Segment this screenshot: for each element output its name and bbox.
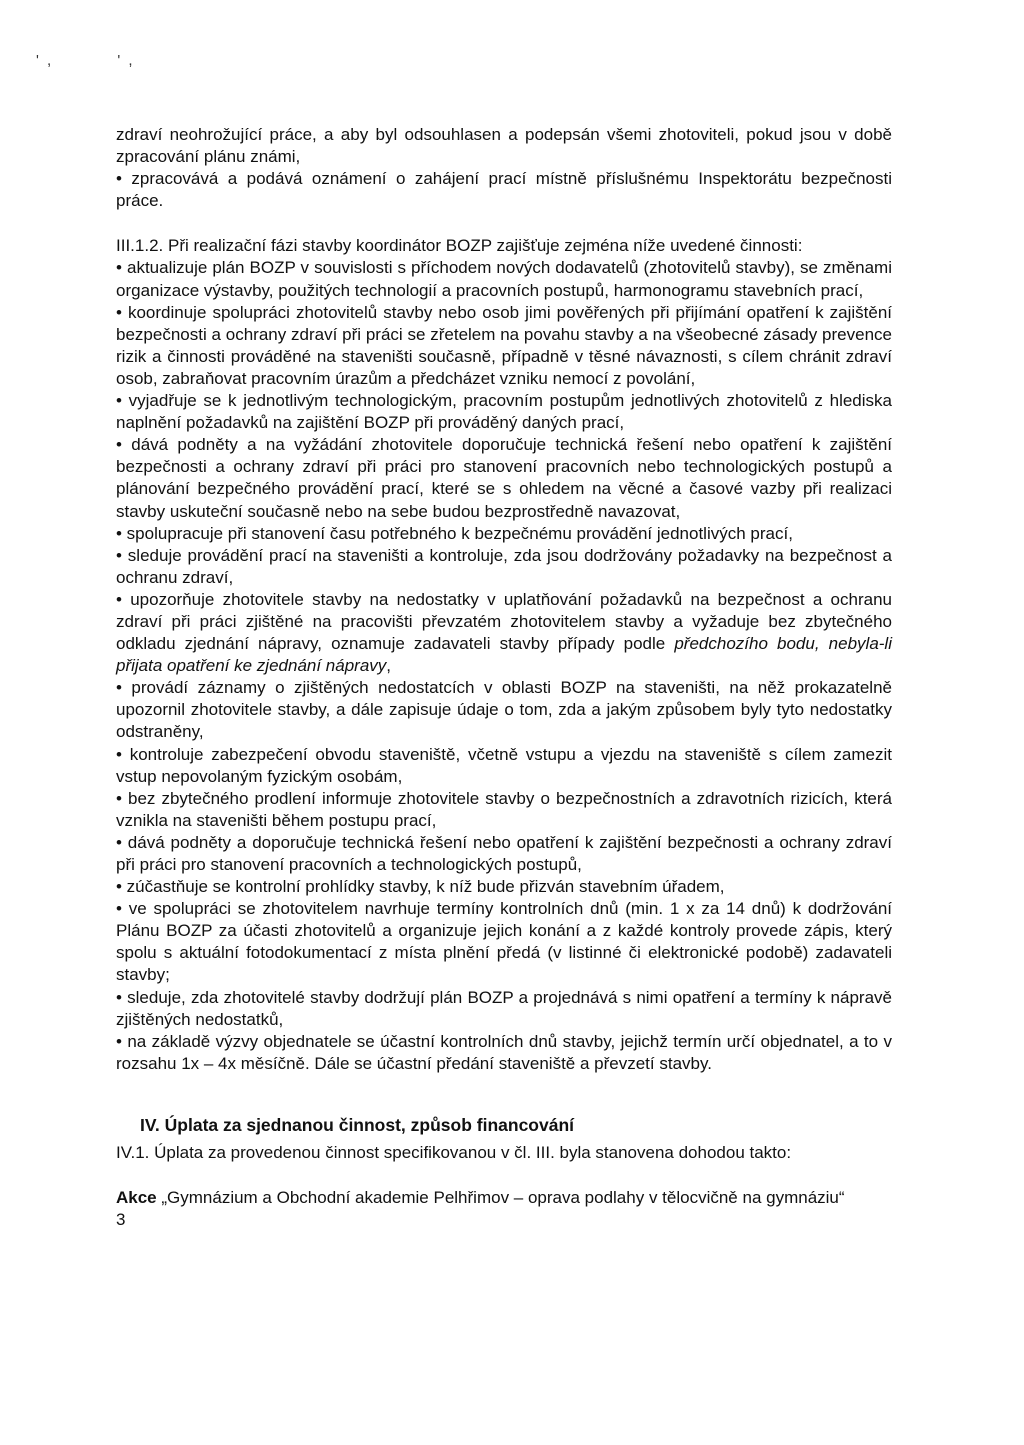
section-number: III.1.2. — [116, 236, 164, 256]
bullet-item: • aktualizuje plán BOZP v souvislosti s příchodem nových dodavatelů (zhotovitelů stavby), se změnami organizace výstavby, použitých technologií a pracovních postupů, harmonogramu stavebních prací, — [116, 258, 892, 300]
section-3-1-2 — [116, 235, 892, 257]
akce-text: „Gymnázium a Obchodní akademie Pelhřimov – oprava podlahy v tělocvičně na gymnáziu“ — [156, 1188, 845, 1208]
document-page — [116, 124, 892, 1231]
akce-label: Akce — [116, 1188, 157, 1208]
intro-paragraph: zdraví neohrožující práce, a aby byl odsouhlasen a podepsán všemi zhotoviteli, pokud jsou v době zpracování plánu známi, — [116, 125, 892, 167]
intro-bullet: • zpracovává a podává oznámení o zahájení prací místně příslušnému Inspektorátu bezpečnosti práce. — [116, 169, 892, 211]
bullet-item: • bez zbytečného prodlení informuje zhotovitele stavby o bezpečnostních a zdravotních rizicích, která vznikla na staveništi během postupu prací, — [116, 788, 892, 830]
bullet-item: • na základě výzvy objednatele se účastní kontrolních dnů stavby, jejichž termín určí objednatel, a to v rozsahu 1x – 4x měsíčně. Dále se účastní předání staveniště a převzetí stavby. — [116, 1031, 892, 1073]
section-4-heading: IV. Úplata za sjednanou činnost, způsob financování — [140, 1114, 575, 1135]
scan-mark: ' , — [117, 52, 135, 69]
scan-mark: ' , — [36, 52, 54, 69]
bullet-item: • kontroluje zabezpečení obvodu staveniště, včetně vstupu a vjezdu na staveniště s cílem zamezit vstup nepovolaným fyzickým osobám, — [116, 744, 892, 786]
bullet-item: • sleduje, zda zhotovitelé stavby dodržují plán BOZP a projednává s nimi opatření a termíny k nápravě zjištěných nedostatků, — [116, 987, 892, 1029]
bullet-item: • sleduje provádění prací na staveništi a kontroluje, zda jsou dodržovány požadavky na bezpečnost a ochranu zdraví, — [116, 545, 892, 587]
section-text: Při realizační fázi stavby koordinátor BOZP zajišťuje zejména níže uvedené činnosti: — [167, 236, 803, 256]
bullet-item-upozornuje: • upozorňuje zhotovitele stavby na nedostatky v uplatňování požadavků na bezpečnost a ochranu zdraví při práci zjištěné na pracovišti převzatém zhotovitelem stavby a vyžaduje bez zbytečného odkladu zjednání nápravy, oznamuje zadavateli stavby případy podle předchozího bodu, nebyla-li přijata opatření ke zjednání nápravy, — [116, 589, 892, 676]
bullet-item: • zúčastňuje se kontrolní prohlídky stavby, k níž bude přizván stavebním úřadem, — [116, 877, 725, 897]
bullet-item: • spolupracuje při stanovení času potřebného k bezpečnému provádění jednotlivých prací, — [116, 523, 793, 543]
akce-paragraph — [116, 1187, 892, 1209]
scan-marks — [36, 52, 193, 69]
section-4-1: IV.1. Úplata za provedenou činnost specifikovanou v čl. III. byla stanovena dohodou takto: — [116, 1143, 792, 1163]
bullet-item: • dává podněty a na vyžádání zhotovitele doporučuje technická řešení nebo opatření k zajištění bezpečnosti a ochrany zdraví při práci pro stanovení pracovních nebo technologických postupů a plánování bezpečného provádění prací, které se s ohledem na věcné a časové vazby při realizaci stavby uskuteční současně nebo na sebe budou bezprostředně navazovat, — [116, 435, 892, 521]
page-number: 3 — [116, 1210, 126, 1230]
bullet-item: • koordinuje spolupráci zhotovitelů stavby nebo osob jimi pověřených při přijímání opatření k zajištění bezpečnosti a ochrany zdraví při práci se zřetelem na povahu stavby a na všeobecné zásady prevence rizik a činnosti prováděné na staveništi současně, případně v těsné návaznosti, s cílem chránit zdraví osob, zabraňovat pracovním úrazům a předcházet vzniku nemocí z povolání, — [116, 302, 892, 388]
bullet-item: • ve spolupráci se zhotovitelem navrhuje termíny kontrolních dnů (min. 1 x za 14 dnů) k dodržování Plánu BOZP za účasti zhotovitelů a organizuje jejich konání a z každé kontroly provede zápis, který spolu s aktuální fotodokumentací z místa plnění předá (v listinné či elektronické podobě) zadavateli stavby; — [116, 899, 892, 985]
bullet-item: • dává podněty a doporučuje technická řešení nebo opatření k zajištění bezpečnosti a ochrany zdraví při práci pro stanovení pracovních a technologických postupů, — [116, 832, 892, 874]
italic-text: předchozího bodu, nebyla-li přijata opatření ke zjednání nápravy — [116, 634, 892, 676]
bullet-item: • provádí záznamy o zjištěných nedostatcích v oblasti BOZP na staveništi, na něž prokazatelně upozornil zhotovitele stavby, a dále zapisuje údaje o tom, zda a jakým způsobem byly tyto nedostatky odstraněny, — [116, 678, 892, 742]
bullet-item: • vyjadřuje se k jednotlivým technologickým, pracovním postupům jednotlivých zhotovitelů z hlediska naplnění požadavků na zajištění BOZP při prováděný daných prací, — [116, 391, 892, 433]
